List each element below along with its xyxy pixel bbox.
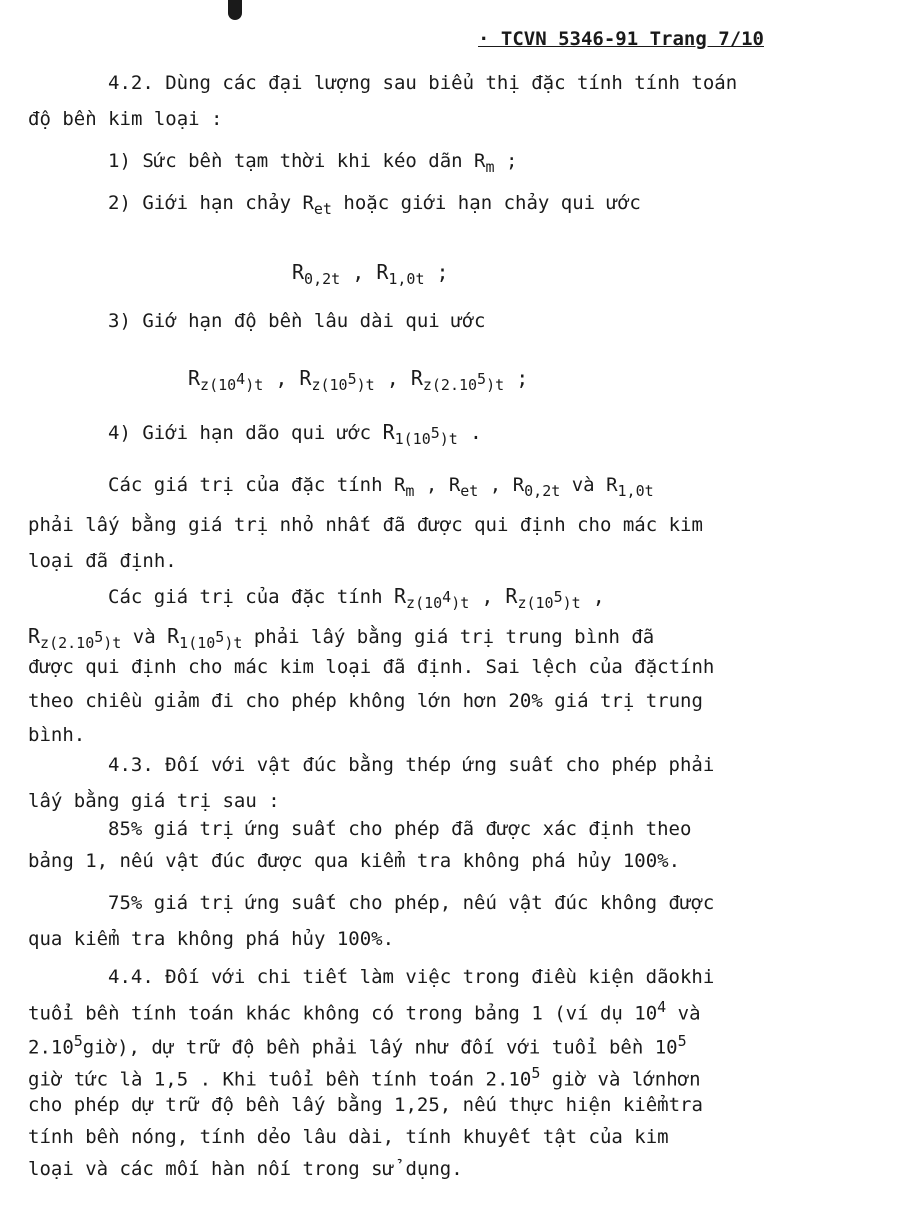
item-4: 4) Giới hạn dão qui ước $R_{1(10^5)t}$ . bbox=[108, 420, 482, 448]
para-4-3: 4.3. Đối với vật đúc bằng thép ứng suất cho phép phải bbox=[108, 754, 715, 776]
text-line: phải lấy bằng giá trị nhỏ nhất đã được qui định cho mác kim bbox=[28, 514, 703, 536]
text-line: tính bền nóng, tính dẻo lâu dài, tính khuyết tật của kim bbox=[28, 1126, 669, 1148]
text-line: qua kiểm tra không phá hủy 100%. bbox=[28, 928, 395, 950]
text-line: bảng 1, nếu vật đúc được qua kiểm tra không phá hủy 100%. bbox=[28, 850, 681, 872]
ink-mark bbox=[228, 0, 242, 20]
para-4-2: 4.2. Dùng các đại lượng sau biểu thị đặc tính tính toán bbox=[108, 72, 738, 94]
text-line: 2.10$^5$giờ), dự trữ độ bền phải lấy như đối với tuổi bền $10^5$ bbox=[28, 1032, 687, 1059]
text-line: Các giá trị của đặc tính $R_m$ , $R_{et}$ , $R_{0,2t}$ và $R_{1,0t}$ bbox=[108, 474, 654, 500]
item-3: 3) Giớ hạn độ bền lâu dài qui ước bbox=[108, 310, 486, 332]
text-line: 75% giá trị ứng suất cho phép, nếu vật đúc không được bbox=[108, 892, 715, 914]
formula-r02-r10: $R_{0,2t}$ , $R_{1,0t}$ ; bbox=[292, 260, 449, 288]
text-line: theo chiều giảm đi cho phép không lớn hơn 20% giá trị trung bbox=[28, 690, 703, 712]
text-line: loại đã định. bbox=[28, 550, 177, 572]
item-2: 2) Giới hạn chảy $R_{et}$ hoặc giới hạn chảy qui ước bbox=[108, 192, 641, 218]
text-line: cho phép dự trữ độ bền lấy bằng 1,25, nếu thực hiện kiểmtra bbox=[28, 1094, 703, 1116]
text-line: 85% giá trị ứng suất cho phép đã được xác định theo bbox=[108, 818, 692, 840]
text-line: giờ tức là 1,5 . Khi tuổi bền tính toán 2.10$^5$ giờ và lớnhơn bbox=[28, 1064, 701, 1091]
text-line: loại và các mối hàn nối trong sử dụng. bbox=[28, 1158, 463, 1180]
text-line: được qui định cho mác kim loại đã định. Sai lệch của đặctính bbox=[28, 656, 715, 678]
text-line: tuổi bền tính toán khác không có trong bảng 1 (ví dụ $10^4$ và bbox=[28, 998, 701, 1025]
page-header: · TCVN 5346-91 Trang 7/10 bbox=[478, 28, 764, 50]
text-line: độ bền kim loại : bbox=[28, 108, 223, 130]
item-1: 1) Sức bền tạm thời khi kéo dãn $R_m$ ; bbox=[108, 150, 518, 176]
text-line: bình. bbox=[28, 724, 86, 746]
text-line: Các giá trị của đặc tính $R_{z(10^4)t}$ , $R_{z(10^5)t}$ , bbox=[108, 584, 605, 612]
text-line: lấy bằng giá trị sau : bbox=[28, 790, 280, 812]
formula-rz: $R_{z(10^4)t}$ , $R_{z(10^5)t}$ , $R_{z(2.10^5)t}$ ; bbox=[188, 366, 529, 394]
text-line: $R_{z(2.10^5)t}$ và $R_{1(10^5)t}$ phải lấy bằng giá trị trung bình đã bbox=[28, 624, 655, 652]
para-4-4: 4.4. Đối với chi tiết làm việc trong điều kiện dãokhi bbox=[108, 966, 715, 988]
